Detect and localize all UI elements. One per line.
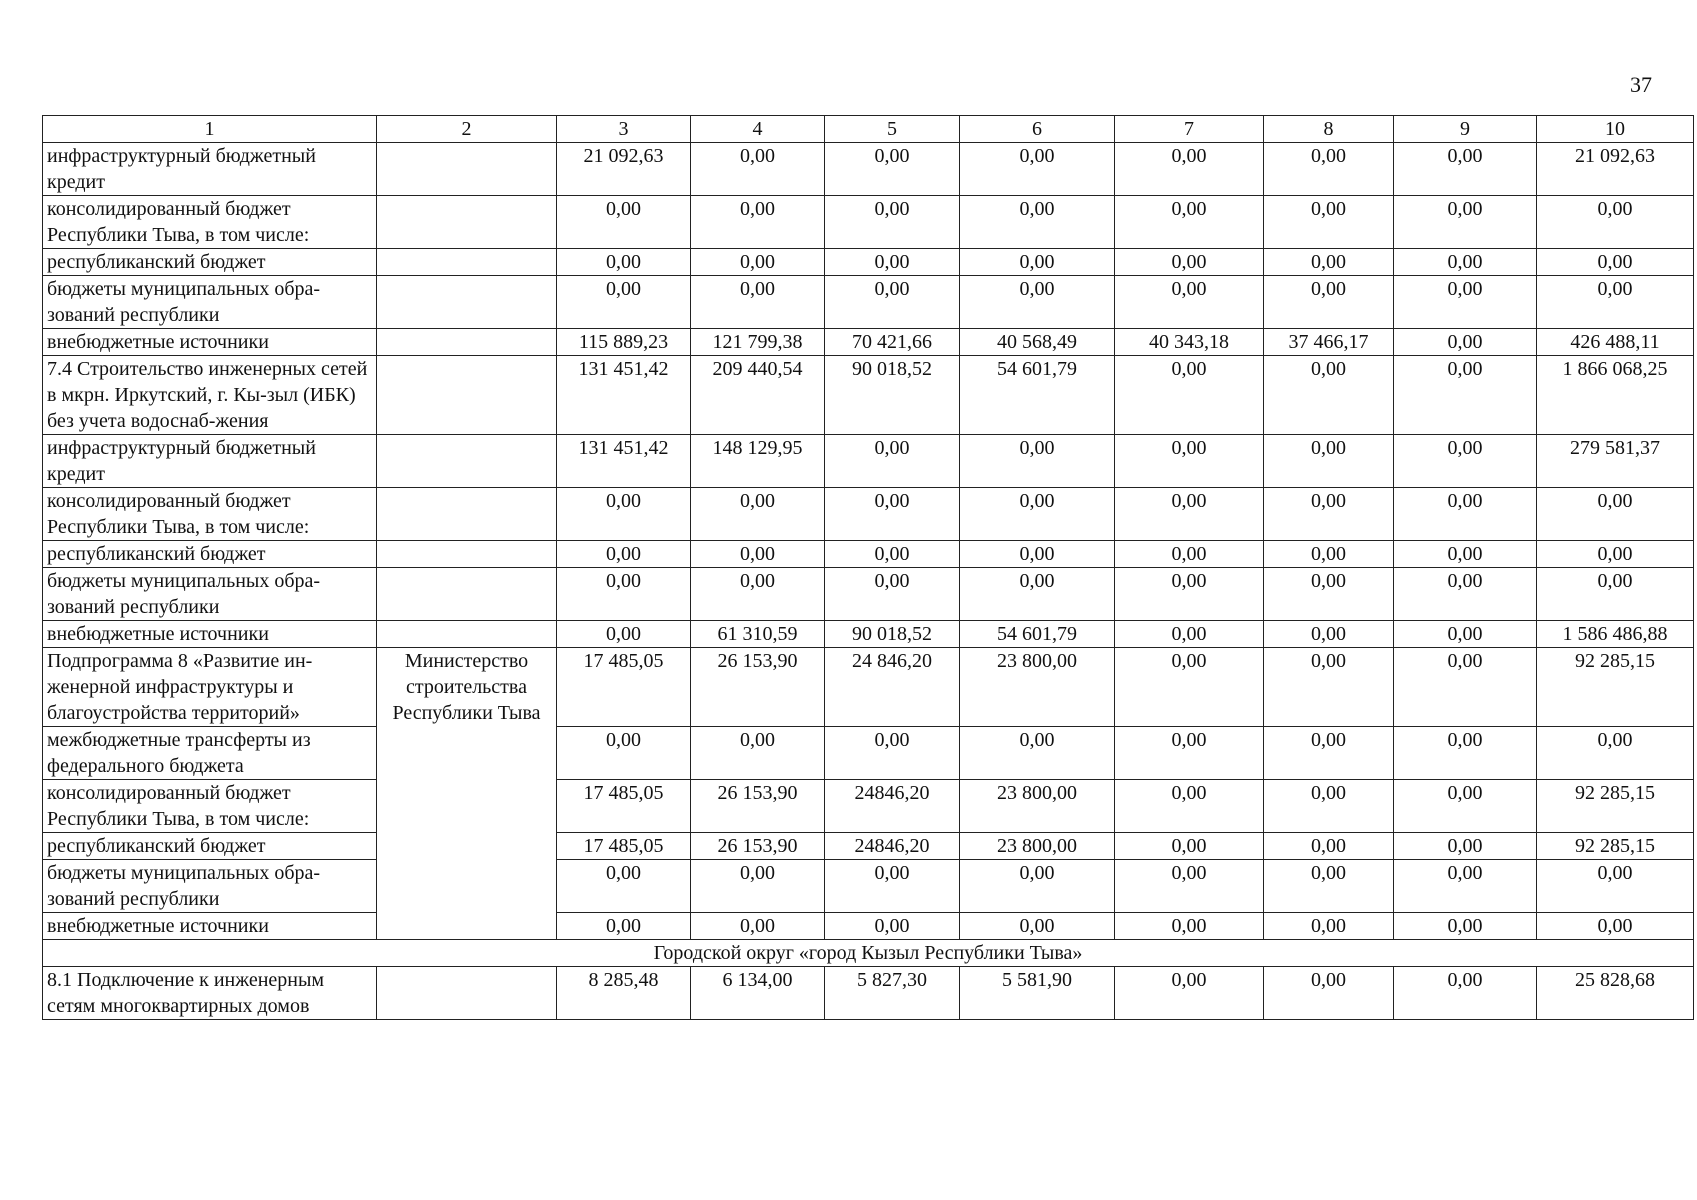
value-cell: 26 153,90 bbox=[691, 648, 825, 727]
responsible-cell bbox=[377, 249, 557, 276]
value-cell: 0,00 bbox=[1115, 727, 1264, 780]
value-cell: 0,00 bbox=[557, 196, 691, 249]
value-cell: 0,00 bbox=[1537, 276, 1694, 329]
value-cell: 40 568,49 bbox=[960, 329, 1115, 356]
responsible-cell bbox=[377, 329, 557, 356]
value-cell: 0,00 bbox=[1115, 488, 1264, 541]
value-cell: 6 134,00 bbox=[691, 967, 825, 1020]
value-cell: 426 488,11 bbox=[1537, 329, 1694, 356]
responsible-cell bbox=[377, 196, 557, 249]
value-cell: 0,00 bbox=[825, 435, 960, 488]
value-cell: 0,00 bbox=[1264, 727, 1394, 780]
value-cell: 23 800,00 bbox=[960, 833, 1115, 860]
table-header-row bbox=[43, 116, 1694, 143]
value-cell: 90 018,52 bbox=[825, 356, 960, 435]
responsible-cell bbox=[377, 435, 557, 488]
responsible-cell bbox=[377, 143, 557, 196]
row-label: бюджеты муниципальных обра-зований республики bbox=[43, 568, 377, 621]
table-row bbox=[43, 780, 1694, 833]
responsible-organization: Министерство строительства Республики Тыва bbox=[377, 648, 557, 940]
row-label: 8.1 Подключение к инженерным сетям многоквартирных домов bbox=[43, 967, 377, 1020]
budget-table bbox=[42, 115, 1694, 1020]
value-cell: 0,00 bbox=[1115, 435, 1264, 488]
value-cell: 0,00 bbox=[1115, 833, 1264, 860]
value-cell: 0,00 bbox=[1264, 913, 1394, 940]
value-cell: 23 800,00 bbox=[960, 780, 1115, 833]
value-cell: 92 285,15 bbox=[1537, 780, 1694, 833]
value-cell: 61 310,59 bbox=[691, 621, 825, 648]
value-cell: 0,00 bbox=[1115, 860, 1264, 913]
table-row bbox=[43, 488, 1694, 541]
table-row bbox=[43, 913, 1694, 940]
value-cell: 1 586 486,88 bbox=[1537, 621, 1694, 648]
table-row bbox=[43, 276, 1694, 329]
section-heading: Городской округ «город Кызыл Республики Тыва» bbox=[43, 940, 1694, 967]
value-cell: 209 440,54 bbox=[691, 356, 825, 435]
responsible-cell bbox=[377, 356, 557, 435]
value-cell: 0,00 bbox=[825, 249, 960, 276]
value-cell: 0,00 bbox=[557, 541, 691, 568]
value-cell: 279 581,37 bbox=[1537, 435, 1694, 488]
value-cell: 0,00 bbox=[1537, 860, 1694, 913]
table-row bbox=[43, 648, 1694, 727]
value-cell: 0,00 bbox=[1264, 860, 1394, 913]
value-cell: 0,00 bbox=[691, 196, 825, 249]
value-cell: 54 601,79 bbox=[960, 356, 1115, 435]
row-label: 7.4 Строительство инженерных сетей в мкрн. Иркутский, г. Кы-зыл (ИБК) без учета водоснаб-жения bbox=[43, 356, 377, 435]
value-cell: 0,00 bbox=[691, 541, 825, 568]
row-label: республиканский бюджет bbox=[43, 541, 377, 568]
value-cell: 121 799,38 bbox=[691, 329, 825, 356]
value-cell: 0,00 bbox=[557, 621, 691, 648]
table-row bbox=[43, 860, 1694, 913]
value-cell: 0,00 bbox=[1394, 621, 1537, 648]
responsible-cell bbox=[377, 967, 557, 1020]
value-cell: 0,00 bbox=[960, 435, 1115, 488]
value-cell: 17 485,05 bbox=[557, 780, 691, 833]
table-row bbox=[43, 967, 1694, 1020]
value-cell: 92 285,15 bbox=[1537, 648, 1694, 727]
value-cell: 0,00 bbox=[1264, 967, 1394, 1020]
row-label: консолидированный бюджет Республики Тыва, в том числе: bbox=[43, 488, 377, 541]
header-cell: 5 bbox=[825, 116, 960, 143]
value-cell: 0,00 bbox=[1394, 196, 1537, 249]
header-cell: 10 bbox=[1537, 116, 1694, 143]
value-cell: 70 421,66 bbox=[825, 329, 960, 356]
table-row bbox=[43, 329, 1694, 356]
value-cell: 17 485,05 bbox=[557, 833, 691, 860]
value-cell: 0,00 bbox=[1394, 648, 1537, 727]
value-cell: 25 828,68 bbox=[1537, 967, 1694, 1020]
value-cell: 0,00 bbox=[691, 143, 825, 196]
header-cell: 7 bbox=[1115, 116, 1264, 143]
value-cell: 0,00 bbox=[691, 249, 825, 276]
value-cell: 0,00 bbox=[1264, 356, 1394, 435]
responsible-cell bbox=[377, 488, 557, 541]
value-cell: 0,00 bbox=[1394, 913, 1537, 940]
table-row bbox=[43, 249, 1694, 276]
value-cell: 148 129,95 bbox=[691, 435, 825, 488]
value-cell: 0,00 bbox=[1115, 568, 1264, 621]
responsible-cell bbox=[377, 276, 557, 329]
row-label: бюджеты муниципальных обра-зований республики bbox=[43, 276, 377, 329]
value-cell: 0,00 bbox=[1537, 913, 1694, 940]
header-cell: 1 bbox=[43, 116, 377, 143]
row-label: бюджеты муниципальных обра-зований республики bbox=[43, 860, 377, 913]
value-cell: 0,00 bbox=[1394, 276, 1537, 329]
table-row bbox=[43, 196, 1694, 249]
value-cell: 0,00 bbox=[1394, 356, 1537, 435]
value-cell: 0,00 bbox=[825, 276, 960, 329]
header-cell: 9 bbox=[1394, 116, 1537, 143]
table-body bbox=[43, 116, 1694, 1020]
table-row bbox=[43, 143, 1694, 196]
value-cell: 131 451,42 bbox=[557, 435, 691, 488]
value-cell: 0,00 bbox=[960, 276, 1115, 329]
value-cell: 0,00 bbox=[557, 276, 691, 329]
value-cell: 0,00 bbox=[825, 913, 960, 940]
value-cell: 0,00 bbox=[960, 249, 1115, 276]
value-cell: 26 153,90 bbox=[691, 833, 825, 860]
value-cell: 0,00 bbox=[1115, 249, 1264, 276]
value-cell: 0,00 bbox=[960, 860, 1115, 913]
value-cell: 0,00 bbox=[691, 488, 825, 541]
page-number: 37 bbox=[1630, 72, 1652, 97]
value-cell: 0,00 bbox=[1115, 541, 1264, 568]
value-cell: 0,00 bbox=[1394, 435, 1537, 488]
value-cell: 24846,20 bbox=[825, 780, 960, 833]
value-cell: 0,00 bbox=[691, 913, 825, 940]
value-cell: 0,00 bbox=[1537, 249, 1694, 276]
value-cell: 0,00 bbox=[1264, 780, 1394, 833]
value-cell: 0,00 bbox=[691, 276, 825, 329]
value-cell: 0,00 bbox=[960, 541, 1115, 568]
value-cell: 0,00 bbox=[1264, 249, 1394, 276]
value-cell: 0,00 bbox=[1115, 276, 1264, 329]
value-cell: 131 451,42 bbox=[557, 356, 691, 435]
value-cell: 0,00 bbox=[1264, 541, 1394, 568]
value-cell: 23 800,00 bbox=[960, 648, 1115, 727]
value-cell: 0,00 bbox=[1394, 249, 1537, 276]
value-cell: 0,00 bbox=[1394, 541, 1537, 568]
table-row bbox=[43, 621, 1694, 648]
value-cell: 0,00 bbox=[825, 727, 960, 780]
responsible-cell bbox=[377, 621, 557, 648]
row-label: внебюджетные источники bbox=[43, 621, 377, 648]
row-label: внебюджетные источники bbox=[43, 913, 377, 940]
header-cell: 8 bbox=[1264, 116, 1394, 143]
row-label: Подпрограмма 8 «Развитие ин-женерной инфраструктуры и благоустройства территорий» bbox=[43, 648, 377, 727]
value-cell: 21 092,63 bbox=[557, 143, 691, 196]
value-cell: 37 466,17 bbox=[1264, 329, 1394, 356]
value-cell: 1 866 068,25 bbox=[1537, 356, 1694, 435]
header-cell: 6 bbox=[960, 116, 1115, 143]
value-cell: 0,00 bbox=[1264, 833, 1394, 860]
value-cell: 0,00 bbox=[1115, 196, 1264, 249]
value-cell: 0,00 bbox=[1115, 648, 1264, 727]
value-cell: 0,00 bbox=[1394, 329, 1537, 356]
value-cell: 0,00 bbox=[691, 568, 825, 621]
value-cell: 0,00 bbox=[1264, 196, 1394, 249]
value-cell: 21 092,63 bbox=[1537, 143, 1694, 196]
value-cell: 0,00 bbox=[1264, 488, 1394, 541]
value-cell: 90 018,52 bbox=[825, 621, 960, 648]
value-cell: 0,00 bbox=[960, 727, 1115, 780]
value-cell: 54 601,79 bbox=[960, 621, 1115, 648]
value-cell: 0,00 bbox=[557, 568, 691, 621]
value-cell: 115 889,23 bbox=[557, 329, 691, 356]
row-label: консолидированный бюджет Республики Тыва, в том числе: bbox=[43, 780, 377, 833]
value-cell: 0,00 bbox=[691, 860, 825, 913]
row-label: республиканский бюджет bbox=[43, 249, 377, 276]
value-cell: 5 581,90 bbox=[960, 967, 1115, 1020]
header-cell: 3 bbox=[557, 116, 691, 143]
value-cell: 0,00 bbox=[1115, 621, 1264, 648]
value-cell: 0,00 bbox=[1394, 143, 1537, 196]
value-cell: 0,00 bbox=[960, 143, 1115, 196]
responsible-cell bbox=[377, 568, 557, 621]
value-cell: 0,00 bbox=[1537, 568, 1694, 621]
row-label: консолидированный бюджет Республики Тыва, в том числе: bbox=[43, 196, 377, 249]
value-cell: 0,00 bbox=[1115, 143, 1264, 196]
value-cell: 0,00 bbox=[960, 913, 1115, 940]
value-cell: 0,00 bbox=[960, 488, 1115, 541]
value-cell: 40 343,18 bbox=[1115, 329, 1264, 356]
value-cell: 0,00 bbox=[557, 249, 691, 276]
responsible-cell bbox=[377, 541, 557, 568]
value-cell: 0,00 bbox=[825, 143, 960, 196]
row-label: внебюджетные источники bbox=[43, 329, 377, 356]
value-cell: 0,00 bbox=[1394, 780, 1537, 833]
value-cell: 0,00 bbox=[1537, 488, 1694, 541]
value-cell: 0,00 bbox=[825, 488, 960, 541]
value-cell: 0,00 bbox=[1394, 860, 1537, 913]
value-cell: 0,00 bbox=[557, 913, 691, 940]
value-cell: 0,00 bbox=[1394, 967, 1537, 1020]
value-cell: 0,00 bbox=[960, 568, 1115, 621]
value-cell: 0,00 bbox=[1115, 356, 1264, 435]
value-cell: 5 827,30 bbox=[825, 967, 960, 1020]
table-row bbox=[43, 435, 1694, 488]
table-row bbox=[43, 568, 1694, 621]
value-cell: 0,00 bbox=[825, 541, 960, 568]
value-cell: 0,00 bbox=[691, 727, 825, 780]
value-cell: 0,00 bbox=[1537, 541, 1694, 568]
table-row bbox=[43, 356, 1694, 435]
value-cell: 0,00 bbox=[557, 860, 691, 913]
value-cell: 0,00 bbox=[1394, 727, 1537, 780]
row-label: межбюджетные трансферты из федерального бюджета bbox=[43, 727, 377, 780]
value-cell: 0,00 bbox=[1264, 648, 1394, 727]
value-cell: 0,00 bbox=[1264, 435, 1394, 488]
row-label: инфраструктурный бюджетный кредит bbox=[43, 435, 377, 488]
value-cell: 0,00 bbox=[1264, 621, 1394, 648]
value-cell: 17 485,05 bbox=[557, 648, 691, 727]
value-cell: 0,00 bbox=[1394, 488, 1537, 541]
section-heading-row bbox=[43, 940, 1694, 967]
table-row bbox=[43, 833, 1694, 860]
value-cell: 26 153,90 bbox=[691, 780, 825, 833]
table-row bbox=[43, 727, 1694, 780]
value-cell: 0,00 bbox=[1264, 568, 1394, 621]
value-cell: 24 846,20 bbox=[825, 648, 960, 727]
value-cell: 0,00 bbox=[1115, 967, 1264, 1020]
value-cell: 0,00 bbox=[1115, 913, 1264, 940]
value-cell: 0,00 bbox=[557, 727, 691, 780]
value-cell: 0,00 bbox=[1537, 196, 1694, 249]
value-cell: 92 285,15 bbox=[1537, 833, 1694, 860]
value-cell: 0,00 bbox=[825, 196, 960, 249]
value-cell: 0,00 bbox=[1264, 143, 1394, 196]
table-row bbox=[43, 541, 1694, 568]
value-cell: 0,00 bbox=[1537, 727, 1694, 780]
value-cell: 8 285,48 bbox=[557, 967, 691, 1020]
value-cell: 0,00 bbox=[1115, 780, 1264, 833]
value-cell: 0,00 bbox=[1394, 833, 1537, 860]
value-cell: 24846,20 bbox=[825, 833, 960, 860]
header-cell: 4 bbox=[691, 116, 825, 143]
value-cell: 0,00 bbox=[960, 196, 1115, 249]
row-label: республиканский бюджет bbox=[43, 833, 377, 860]
value-cell: 0,00 bbox=[1264, 276, 1394, 329]
header-cell: 2 bbox=[377, 116, 557, 143]
value-cell: 0,00 bbox=[1394, 568, 1537, 621]
value-cell: 0,00 bbox=[825, 568, 960, 621]
value-cell: 0,00 bbox=[825, 860, 960, 913]
row-label: инфраструктурный бюджетный кредит bbox=[43, 143, 377, 196]
value-cell: 0,00 bbox=[557, 488, 691, 541]
